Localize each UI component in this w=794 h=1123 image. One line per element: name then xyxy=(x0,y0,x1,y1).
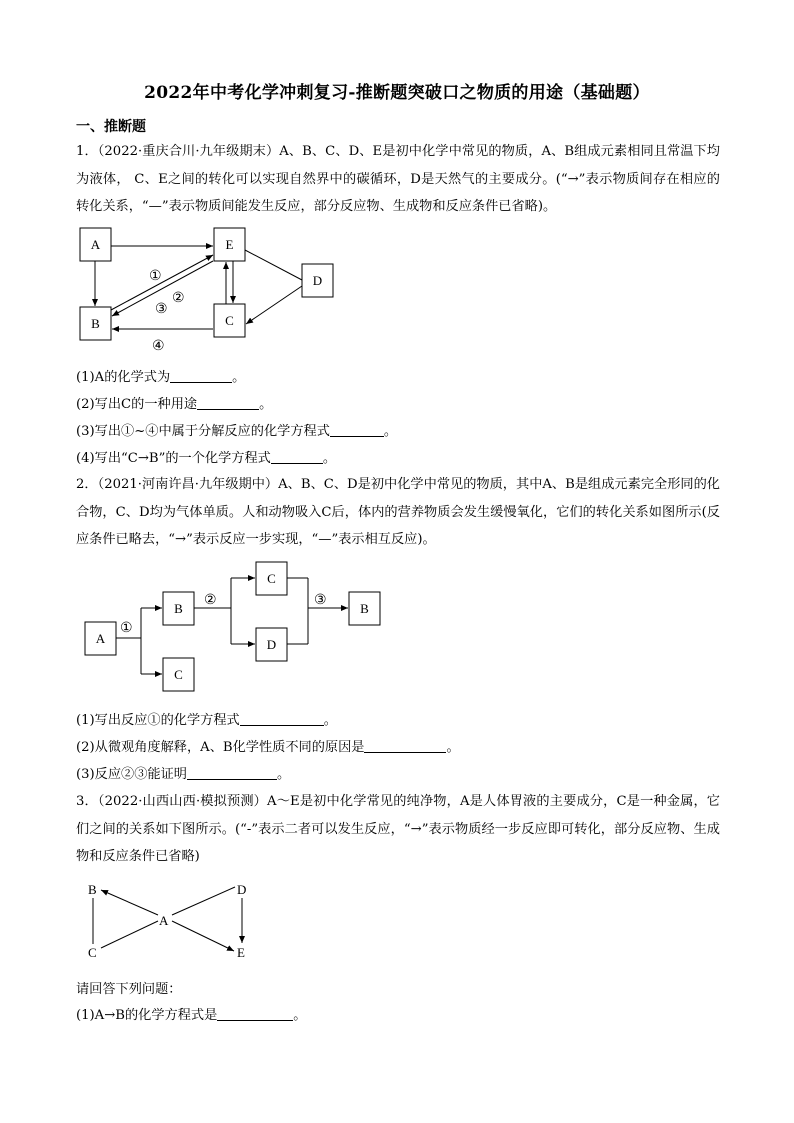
q3-node-label-e: E xyxy=(237,945,245,960)
section-heading: 一、推断题 xyxy=(76,119,146,135)
q2-sub2: (2)从微观角度解释，A、B化学性质不同的原因是 。 xyxy=(76,740,460,755)
q2-stem: 2．（2021·河南许昌·九年级期中）A、B、C、D是初中化学中常见的物质，其中A、B是组成元素完全形同的化合物，C、D均为气体单质。人和动物吸入C后，体内的营养物质会发生缓慢氧化，它们的转化关系如图所示(反应条件已略去，“→”表示反应一步实现，“—”表示相互反应)。 xyxy=(76,477,720,547)
q1-answer-blank-1[interactable] xyxy=(170,368,232,383)
q2-answer-blank-3[interactable] xyxy=(187,765,277,780)
q1-sub1: (1)A的化学式为 。 xyxy=(76,370,246,385)
q1-line-e-d xyxy=(245,250,302,280)
q2-node-label-d: D xyxy=(266,637,277,652)
q3-prompt: 请回答下列问题： xyxy=(76,982,182,997)
q2-answer-blank-1[interactable] xyxy=(240,711,324,726)
q1-node-label-a: A xyxy=(90,237,101,252)
q2-node-label-b-final: B xyxy=(360,601,369,616)
q1-node-label-e: E xyxy=(225,237,234,252)
q3-stem: 3．（2022·山西山西·模拟预测）A～E是初中化学常见的纯净物，A是人体胃液的主要成分，C是一种金属，它们之间的关系如下图所示。(“-”表示二者可以发生反应，“→”表示物质经一步反应即可转化，部分反应物、生成物和反应条件已省略) xyxy=(76,794,720,864)
q2-sub3: (3)反应②③能证明 。 xyxy=(76,767,291,782)
q1-answer-blank-2[interactable] xyxy=(197,395,259,410)
q3-node-label-b: B xyxy=(88,882,97,897)
q3-node-label-c: C xyxy=(88,945,97,960)
q1-answer-blank-4[interactable] xyxy=(271,449,323,464)
q1-arrow-d-c xyxy=(246,286,302,324)
q3-line-a-c xyxy=(101,921,158,948)
q1-stem: 1．（2022·重庆合川·九年级期末）A、B、C、D、E是初中化学中常见的物质，A、B组成元素相同且常温下均为液体， C、E之间的转化可以实现自然界中的碳循环，D是天然气的主要成分。(“→”表示物质间存在相应的转化关系，“—”表示物质间能发生反应，部分反应物、生成物和反应条件已省略)。 xyxy=(76,144,720,214)
q1-marker-4: ④ xyxy=(152,339,165,354)
q3-line-a-d xyxy=(172,887,235,915)
q3-sub1: (1)A→B的化学方程式是 。 xyxy=(76,1008,307,1023)
q1-sub3: (3)写出①~④中属于分解反应的化学方程式 。 xyxy=(76,424,398,439)
q3-arrow-a-b xyxy=(101,890,158,915)
q2-marker-2: ② xyxy=(204,593,217,608)
q3-answer-blank-1[interactable] xyxy=(217,1006,293,1021)
q1-node-label-b: B xyxy=(91,316,100,331)
q3-arrow-a-e xyxy=(172,921,234,951)
q1-node-label-d: D xyxy=(312,273,323,288)
q3-node-label-d: D xyxy=(237,882,247,897)
q1-answer-blank-3[interactable] xyxy=(330,422,384,437)
q1-node-label-c: C xyxy=(225,313,234,328)
q1-diagram xyxy=(60,222,360,357)
q2-answer-blank-2[interactable] xyxy=(364,738,446,753)
q2-sub1: (1)写出反应①的化学方程式 。 xyxy=(76,713,337,728)
q1-sub4: (4)写出“C→B”的一个化学方程式 。 xyxy=(76,451,337,466)
q2-node-label-c-upper: C xyxy=(267,571,276,586)
page-title: 2022年中考化学冲刺复习-推断题突破口之物质的用途（基础题） xyxy=(144,83,650,103)
q2-node-label-c-lower: C xyxy=(174,667,183,682)
q1-marker-3: ③ xyxy=(155,302,168,317)
q3-node-label-a: A xyxy=(159,913,169,928)
q2-node-label-b: B xyxy=(174,601,183,616)
q1-marker-1: ① xyxy=(149,269,162,284)
q2-marker-1: ① xyxy=(120,621,133,636)
q1-marker-2: ② xyxy=(172,291,185,306)
q1-sub2: (2)写出C的一种用途 。 xyxy=(76,397,273,412)
q2-marker-3: ③ xyxy=(314,593,327,608)
q2-node-label-a: A xyxy=(95,631,106,646)
q2-diagram xyxy=(76,560,396,696)
q3-diagram xyxy=(80,877,270,967)
